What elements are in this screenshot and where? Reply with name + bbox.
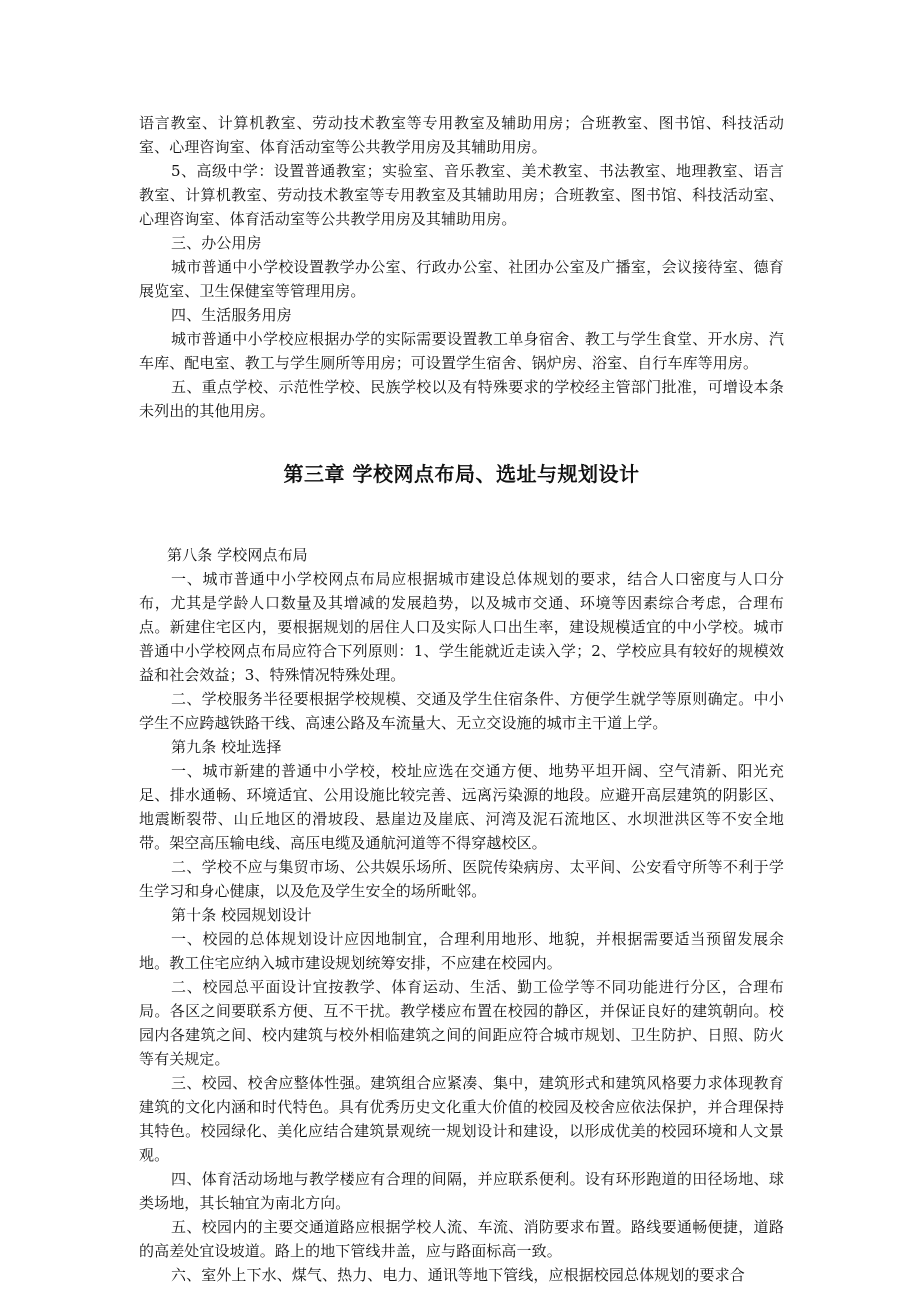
- paragraph: 二、学校服务半径要根据学校规模、交通及学生住宿条件、方便学生就学等原则确定。中小学生不应跨越铁路干线、高速公路及车流量大、无立交设施的城市主干道上学。: [139, 690, 784, 732]
- paragraph: 三、校园、校舍应整体性强。建筑组合应紧凑、集中，建筑形式和建筑风格要力求体现教育建筑的文化内涵和时代特色。具有优秀历史文化重大价值的校园及校舍应依法保护，并合理保持其特色。校园绿化、美化应结合建筑景观统一规划设计和建设，以形成优美的校园环境和人文景观。: [139, 1074, 784, 1164]
- paragraph: 四、体育活动场地与教学楼应有合理的间隔，并应联系便利。设有环形跑道的田径场地、球类场地，其长轴宜为南北方向。: [139, 1170, 784, 1212]
- paragraph: 六、室外上下水、煤气、热力、电力、通讯等地下管线，应根据校园总体规划的要求合: [171, 1266, 745, 1284]
- paragraph: 语言教室、计算机教室、劳动技术教室等专用教室及辅助用房；合班教室、图书馆、科技活动室、心理咨询室、体育活动室等公共教学用房及其辅助用房。: [139, 114, 784, 156]
- paragraph: 城市普通中小学校应根据办学的实际需要设置教工单身宿舍、教工与学生食堂、开水房、汽车库、配电室、教工与学生厕所等用房；可设置学生宿舍、锅炉房、浴室、自行车库等用房。: [139, 330, 784, 372]
- article-heading: 第八条 学校网点布局: [167, 546, 308, 564]
- article-heading: 第十条 校园规划设计: [171, 906, 312, 924]
- paragraph: 5、高级中学：设置普通教室；实验室、音乐教室、美术教室、书法教室、地理教室、语言教室、计算机教室、劳动技术教室等专用教室及其辅助用房；合班教室、图书馆、科技活动室、心理咨询室、体育活动室等公共教学用房及其辅助用房。: [139, 162, 784, 228]
- main-section: [139, 543, 784, 1287]
- paragraph: 城市普通中小学校设置教学办公室、行政办公室、社团办公室及广播室，会议接待室、德育展览室、卫生保健室等管理用房。: [139, 258, 784, 300]
- paragraph: 五、校园内的主要交通道路应根据学校人流、车流、消防要求布置。路线要通畅便捷，道路的高差处宜设坡道。路上的地下管线井盖，应与路面标高一致。: [139, 1218, 784, 1260]
- paragraph: 一、校园的总体规划设计应因地制宜，合理利用地形、地貌，并根据需要适当预留发展余地。教工住宅应纳入城市建设规划统筹安排，不应建在校园内。: [139, 930, 784, 972]
- paragraph: 一、城市普通中小学校网点布局应根据城市建设总体规划的要求，结合人口密度与人口分布，尤其是学龄人口数量及其增减的发展趋势，以及城市交通、环境等因素综合考虑，合理布点。新建住宅区内，要根据规划的居住人口及实际人口出生率，建设规模适宜的中小学校。城市普通中小学校网点布局应符合下列原则：1、学生能就近走读入学；2、学校应具有较好的规模效益和社会效益；3、特殊情况特殊处理。: [139, 570, 784, 684]
- article-heading: 第九条 校址选择: [171, 738, 282, 756]
- paragraph: 一、城市新建的普通中小学校，校址应选在交通方便、地势平坦开阔、空气清新、阳光充足、排水通畅、环境适宜、公用设施比较完善、远离污染源的地段。应避开高层建筑的阴影区、地震断裂带、山丘地区的滑坡段、悬崖边及崖底、河湾及泥石流地区、水坝泄洪区等不安全地带。架空高压输电线、高压电缆及通航河道等不得穿越校区。: [139, 762, 784, 852]
- top-section: [139, 111, 784, 423]
- paragraph: 二、校园总平面设计宜按教学、体育运动、生活、勤工俭学等不同功能进行分区，合理布局。各区之间要联系方便、互不干扰。教学楼应布置在校园的静区，并保证良好的建筑朝向。校园内各建筑之间、校内建筑与校外相临建筑之间的间距应符合城市规划、卫生防护、日照、防火等有关规定。: [139, 978, 784, 1068]
- section-heading: 四、生活服务用房: [171, 306, 292, 324]
- section-heading: 三、办公用房: [171, 234, 262, 252]
- paragraph: 二、学校不应与集贸市场、公共娱乐场所、医院传染病房、太平间、公安看守所等不利于学生学习和身心健康，以及危及学生安全的场所毗邻。: [139, 858, 784, 900]
- chapter-title: 第三章 学校网点布局、选址与规划设计: [283, 462, 640, 486]
- paragraph: 五、重点学校、示范性学校、民族学校以及有特殊要求的学校经主管部门批准，可增设本条未列出的其他用房。: [139, 378, 784, 420]
